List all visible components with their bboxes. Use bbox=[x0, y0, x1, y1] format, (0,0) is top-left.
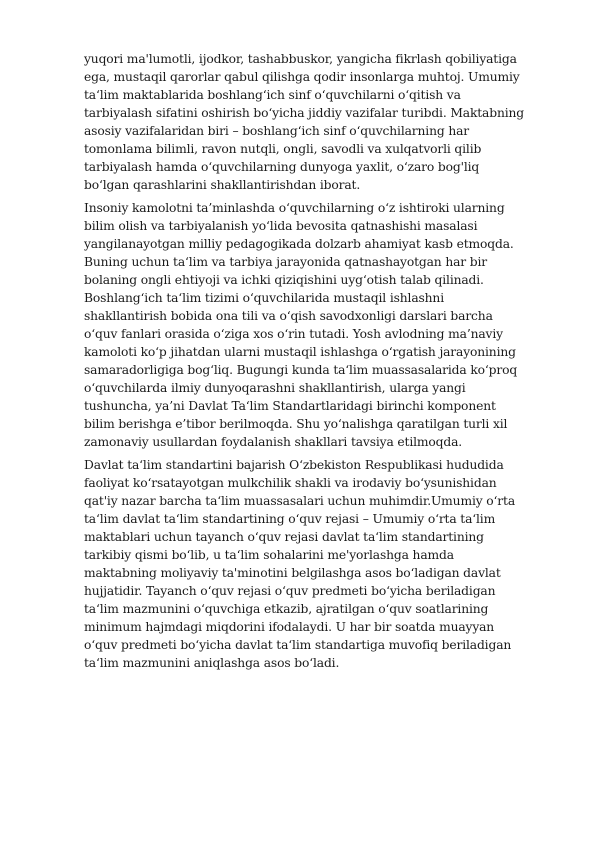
text-line: bilim berishga e’tibor berilmoqda. Shu yo‘nalishga qaratilgan turli xil bbox=[84, 417, 508, 431]
text-line: maktabning moliyaviy ta'minotini belgilashga asos bo‘ladigan davlat bbox=[84, 566, 501, 580]
text-line: o‘quv predmeti bo‘yicha davlat ta‘lim standartiga muvofiq beriladigan bbox=[84, 638, 512, 652]
text-line: tushuncha, ya’ni Davlat Ta‘lim Standartlaridagi birinchi komponent bbox=[84, 399, 496, 413]
text-line: maktablari uchun tayanch o‘quv rejasi davlat ta‘lim standartining bbox=[84, 530, 484, 544]
text-line: ta‘lim maktablarida boshlang‘ich sinf o‘quvchilarni o‘qitish va bbox=[84, 88, 461, 102]
text-line: tarkibiy qismi bo‘lib, u ta‘lim sohalarini me'yorlashga hamda bbox=[84, 548, 454, 562]
text-line: ta‘lim davlat ta‘lim standartining o‘quv rejasi – Umumiy o‘rta ta‘lim bbox=[84, 512, 496, 526]
paragraph-3 bbox=[84, 456, 594, 672]
document-body bbox=[84, 50, 594, 677]
paragraph-2 bbox=[84, 199, 594, 451]
text-line: Buning uchun ta‘lim va tarbiya jarayonida qatnashayotgan har bir bbox=[84, 255, 488, 269]
text-line: qat'iy nazar barcha ta‘lim muassasalari uchun muhimdir.Umumiy o‘rta bbox=[84, 494, 516, 508]
text-line: hujjatidir. Tayanch o‘quv rejasi o‘quv predmeti bo‘yicha beriladigan bbox=[84, 584, 496, 598]
text-line: yuqori ma'lumotli, ijodkor, tashabbuskor, yangicha fikrlash qobiliyatiga bbox=[84, 52, 517, 66]
text-line: shakllantirish bobida ona tili va o‘qish savodxonligi darslari barcha bbox=[84, 309, 493, 323]
text-line: minimum hajmdagi miqdorini ifodalaydi. U har bir soatda muayyan bbox=[84, 620, 495, 634]
text-line: ta‘lim mazmunini o‘quvchiga etkazib, ajratilgan o‘quv soatlarining bbox=[84, 602, 489, 616]
text-line: asosiy vazifalaridan biri – boshlang‘ich sinf o‘quvchilarning har bbox=[84, 124, 470, 138]
text-line: zamonaviy usullardan foydalanish shakllari tavsiya etilmoqda. bbox=[84, 435, 463, 449]
text-line: ta‘lim mazmunini aniqlashga asos bo‘ladi. bbox=[84, 656, 340, 670]
text-line: kamoloti ko‘p jihatdan ularni mustaqil ishlashga o‘rgatish jarayonining bbox=[84, 345, 516, 359]
text-line: bo‘lgan qarashlarini shakllantirishdan iborat. bbox=[84, 178, 361, 192]
text-line: tomonlama bilimli, ravon nutqli, ongli, savodli va xulqatvorli qilib bbox=[84, 142, 482, 156]
text-line: bilim olish va tarbiyalanish yo‘lida bevosita qatnashishi masalasi bbox=[84, 219, 478, 233]
text-line: faoliyat ko‘rsatayotgan mulkchilik shakli va irodaviy bo‘ysunishidan bbox=[84, 476, 497, 490]
text-line: tarbiyalash hamda o‘quvchilarning dunyoga yaxlit, o‘zaro bog'liq bbox=[84, 160, 480, 174]
text-line: bolaning ongli ehtiyoji va ichki qiziqishini uyg‘otish talab qilinadi. bbox=[84, 273, 484, 287]
text-line: tarbiyalash sifatini oshirish bo‘yicha jiddiy vazifalar turibdi. Maktabning bbox=[84, 106, 525, 120]
paragraph-1 bbox=[84, 50, 594, 194]
text-line: o‘quvchilarda ilmiy dunyoqarashni shakllantirish, ularga yangi bbox=[84, 381, 466, 395]
text-line: Insoniy kamolotni ta’minlashda o‘quvchilarning o‘z ishtiroki ularning bbox=[84, 201, 505, 215]
text-line: o‘quv fanlari orasida o‘ziga xos o‘rin tutadi. Yosh avlodning ma’naviy bbox=[84, 327, 503, 341]
text-line: yangilanayotgan milliy pedagogikada dolzarb ahamiyat kasb etmoqda. bbox=[84, 237, 514, 251]
text-line: Boshlang‘ich ta‘lim tizimi o‘quvchilarida mustaqil ishlashni bbox=[84, 291, 444, 305]
text-line: Davlat ta‘lim standartini bajarish O‘zbekiston Respublikasi hududida bbox=[84, 458, 504, 472]
text-line: samaradorligiga bog‘liq. Bugungi kunda ta‘lim muassasalarida ko‘proq bbox=[84, 363, 518, 377]
text-line: ega, mustaqil qarorlar qabul qilishga qodir insonlarga muhtoj. Umumiy bbox=[84, 70, 520, 84]
